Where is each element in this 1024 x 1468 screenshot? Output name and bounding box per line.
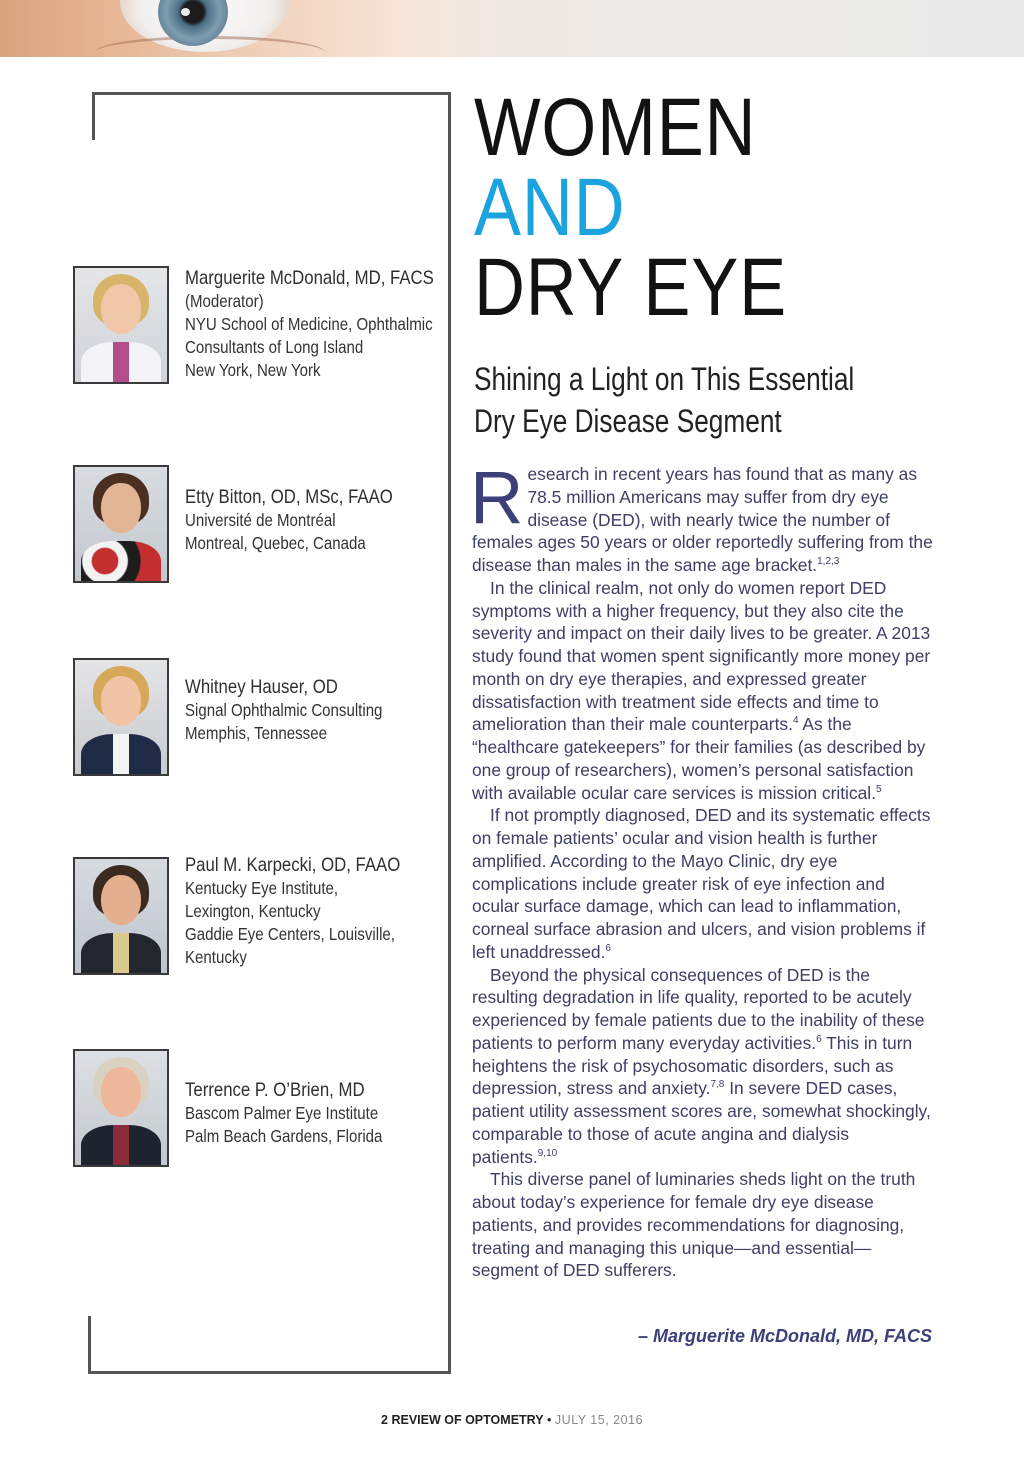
panelist-detail: Kentucky Eye Institute, <box>185 878 339 898</box>
paragraph-4: Beyond the physical consequences of DED is the resulting degradation in life quality, reported to be acutely experienced by female patients due to the inability of these patients to perform many everyday activities.$^6$ This in turn heightens the risk of psychosomatic disorders, such as depression, stress and anxiety.$^{7,8}$ In severe DED cases, patient utility assessment scores are, somewhat shockingly, comparable to those of acute angina and dialysis patients.$^{9,10}$ <box>472 964 931 1167</box>
drop-cap: R <box>470 456 524 539</box>
title-line-1: WOMEN <box>474 82 757 173</box>
signature: – Marguerite McDonald, MD, FACS <box>637 1326 932 1346</box>
frame-top-left-tick <box>92 92 95 140</box>
panelist-photo <box>73 658 169 776</box>
paragraph-3: If not promptly diagnosed, DED and its systematic effects on female patients’ ocular and vision health is further amplified. According to the Mayo Clinic, dry eye complications include greater risk of eye infection and ocular surface damage, which can lead to inflammation, corneal surface abrasion and ulcers, and vision problems if left unaddressed.$^6$ <box>472 805 931 962</box>
panelist-photo <box>73 465 169 583</box>
header-eye-image <box>0 0 1024 57</box>
page-footer <box>0 1413 1024 1427</box>
panelist-photo <box>73 857 169 975</box>
panelist-name: Paul M. Karpecki, OD, FAAO <box>185 854 401 876</box>
subtitle-line-1: Shining a Light on This Essential <box>474 361 855 397</box>
frame-divider-line <box>448 92 451 1374</box>
panelist-detail: (Moderator) <box>185 291 264 311</box>
page-number: 2 <box>381 1413 388 1427</box>
panelist-info <box>185 675 382 745</box>
paragraph-2: In the clinical realm, not only do women report DED symptoms with a higher frequency, but they also cite the severity and impact on their daily lives to be greater. A 2013 study found that women spent significantly more money per month on dry eye therapies, and expressed greater dissatisfaction with treatment side effects and time to amelioration than their male counterparts.$^4$ As the “healthcare gatekeepers” for their families (as described by one group of researchers), women’s personal satisfaction with available ocular care services is mission critical.$^5$ <box>472 577 931 803</box>
issue-date: JULY 15, 2016 <box>554 1413 643 1427</box>
article-subtitle <box>474 358 854 442</box>
title-line-2: AND <box>474 162 626 253</box>
panelist-detail: Palm Beach Gardens, Florida <box>185 1126 383 1146</box>
panelist-detail: Gaddie Eye Centers, Louisville, <box>185 924 395 944</box>
panelist-info <box>185 485 393 555</box>
panelist-detail: New York, New York <box>185 360 321 380</box>
panelist-info <box>185 1078 382 1148</box>
panelist-detail: NYU School of Medicine, Ophthalmic <box>185 314 433 334</box>
eye-glint <box>181 8 190 16</box>
panelist-photo <box>73 1049 169 1167</box>
panelist-info <box>185 853 400 969</box>
publication-name: REVIEW OF OPTOMETRY <box>391 1413 544 1427</box>
panelist-detail: Montreal, Quebec, Canada <box>185 533 366 553</box>
panelist-info <box>185 266 434 382</box>
panelist-detail: Signal Ophthalmic Consulting <box>185 700 383 720</box>
panelist-detail: Bascom Palmer Eye Institute <box>185 1103 379 1123</box>
title-line-3: DRY EYE <box>474 242 788 333</box>
panelist-detail: Université de Montréal <box>185 510 336 530</box>
panelist-photo <box>73 266 169 384</box>
panelist-detail: Consultants of Long Island <box>185 337 364 357</box>
article-body <box>470 456 934 1282</box>
footer-bullet: • <box>547 1413 552 1427</box>
panelist-name: Marguerite McDonald, MD, FACS <box>185 267 434 289</box>
paragraph-5: This diverse panel of luminaries sheds light on the truth about today’s experience for female dry eye disease patients, and provides recommendations for diagnosing, treating and managing this unique—and essential—segment of DED sufferers. <box>472 1169 916 1281</box>
subtitle-line-2: Dry Eye Disease Segment <box>474 403 782 439</box>
panelist-detail: Memphis, Tennessee <box>185 723 327 743</box>
panelist-name: Etty Bitton, OD, MSc, FAAO <box>185 486 393 508</box>
panelist-detail: Kentucky <box>185 947 247 967</box>
article-title <box>474 82 788 333</box>
frame-top-line <box>92 92 451 95</box>
panelist-name: Whitney Hauser, OD <box>185 676 338 698</box>
panelist-detail: Lexington, Kentucky <box>185 901 321 921</box>
panelist-name: Terrence P. O’Brien, MD <box>185 1079 365 1101</box>
frame-bottom-line <box>88 1371 451 1374</box>
paragraph-1: Research in recent years has found that as many as 78.5 million Americans may suffer from dry eye disease (DED), with nearly twice the number of females ages 50 years or older reportedly suffering from the disease than males in the same age bracket.$^{1,2,3}$ <box>470 456 933 575</box>
frame-bottom-left-tick <box>88 1316 91 1374</box>
